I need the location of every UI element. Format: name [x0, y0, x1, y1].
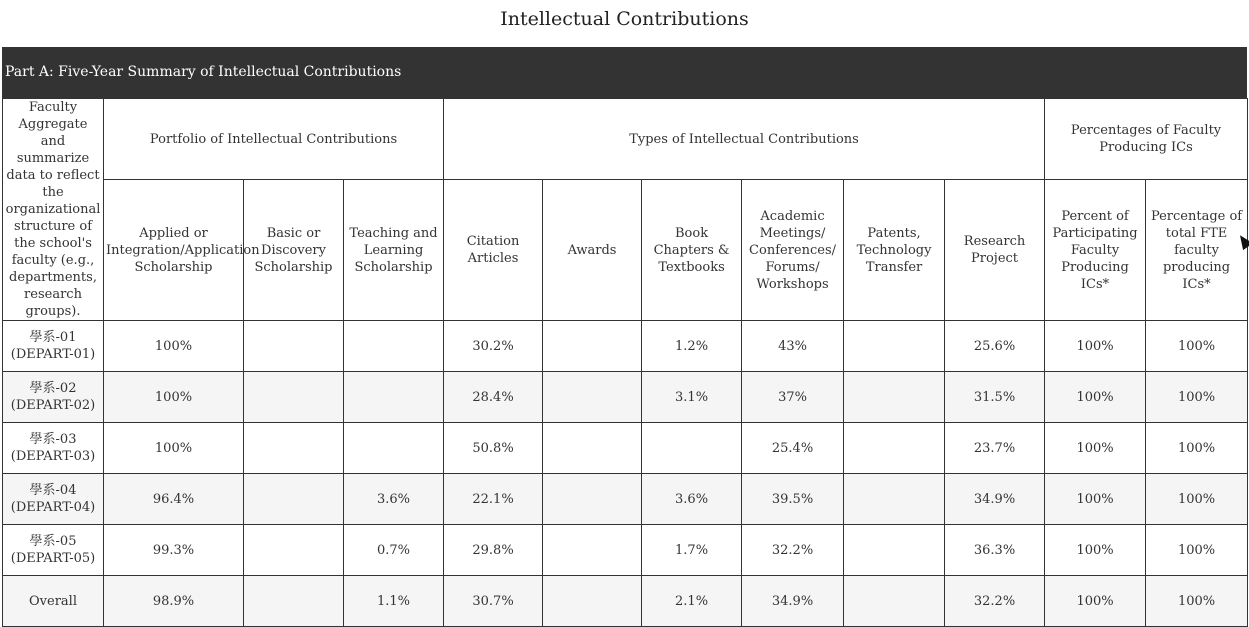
table-cell: 100% [1146, 474, 1248, 525]
table-cell: 99.3% [104, 525, 244, 576]
row-label [3, 576, 104, 627]
table-row [3, 525, 1248, 576]
table-cell [844, 576, 945, 627]
table-cell: 29.8% [444, 525, 543, 576]
row-label-line: (DEPART-02) [10, 398, 96, 413]
table-cell: 39.5% [742, 474, 844, 525]
table-row [3, 372, 1248, 423]
table-cell [642, 423, 742, 474]
table-row [3, 576, 1248, 627]
row-label-line: (DEPART-04) [10, 500, 96, 515]
table-cell: 100% [1146, 525, 1248, 576]
row-label-line: (DEPART-03) [10, 449, 96, 464]
table-cell [543, 423, 642, 474]
table-cell [844, 321, 945, 372]
table-cell: 50.8% [444, 423, 543, 474]
table-cell: 100% [104, 423, 244, 474]
row-label-line: (DEPART-05) [10, 551, 96, 566]
table-cell [844, 372, 945, 423]
table-cell: 100% [1146, 372, 1248, 423]
row-label-line: 學系-01 [29, 330, 77, 345]
table-cell [543, 474, 642, 525]
table-cell: 32.2% [742, 525, 844, 576]
table-cell [844, 474, 945, 525]
column-header: Book Chapters & Textbooks [642, 180, 742, 321]
column-header: Citation Articles [444, 180, 543, 321]
table-cell: 100% [104, 372, 244, 423]
table-cell: 100% [1146, 321, 1248, 372]
table-cell: 100% [104, 321, 244, 372]
column-header: Applied or Integration/Application Scholarship [104, 180, 244, 321]
table-row [3, 474, 1248, 525]
row-label [3, 525, 104, 576]
row-label-line: Overall [29, 593, 77, 609]
row-label-line: (DEPART-01) [10, 347, 96, 362]
table-cell: 3.6% [344, 474, 444, 525]
row-label [3, 372, 104, 423]
table-cell: 25.4% [742, 423, 844, 474]
table-cell: 100% [1045, 423, 1146, 474]
column-header: Patents, Technology Transfer [844, 180, 945, 321]
table-cell: 100% [1146, 576, 1248, 627]
table-cell: 34.9% [945, 474, 1045, 525]
row-label-line: 學系-04 [29, 483, 77, 498]
table-cell: 36.3% [945, 525, 1045, 576]
column-header: Research Project [945, 180, 1045, 321]
table-cell [344, 423, 444, 474]
column-header: Percentage of total FTE faculty producing ICs* [1146, 180, 1248, 321]
table-cell: 100% [1045, 474, 1146, 525]
table-cell: 30.2% [444, 321, 543, 372]
table-cell: 100% [1045, 525, 1146, 576]
column-header: Teaching and Learning Scholarship [344, 180, 444, 321]
column-header: Academic Meetings/ Conferences/ Forums/ Workshops [742, 180, 844, 321]
table-cell: 96.4% [104, 474, 244, 525]
table-cell: 2.1% [642, 576, 742, 627]
column-header: Percent of Participating Faculty Producing ICs* [1045, 180, 1146, 321]
group-header-portfolio: Portfolio of Intellectual Contributions [104, 99, 444, 180]
column-header: Basic or Discovery Scholarship [244, 180, 344, 321]
table-cell [344, 321, 444, 372]
corner-note: Faculty Aggregate and summarize data to reflect the organizational structure of the school's faculty (e.g., departments, research groups). [3, 99, 104, 321]
table-cell [244, 372, 344, 423]
table-cell: 22.1% [444, 474, 543, 525]
table-row [3, 321, 1248, 372]
table-cell [844, 423, 945, 474]
table-cell: 1.7% [642, 525, 742, 576]
table-cell: 37% [742, 372, 844, 423]
row-label-line: 學系-05 [29, 534, 77, 549]
column-header: Awards [543, 180, 642, 321]
table-cell [344, 372, 444, 423]
table-cell: 100% [1045, 321, 1146, 372]
table-row [3, 423, 1248, 474]
table-cell: 32.2% [945, 576, 1045, 627]
table-cell: 1.1% [344, 576, 444, 627]
table-cell: 34.9% [742, 576, 844, 627]
table-cell: 1.2% [642, 321, 742, 372]
table-cell [244, 576, 344, 627]
table-cell: 100% [1146, 423, 1248, 474]
table-cell [844, 525, 945, 576]
table-cell [244, 525, 344, 576]
table-cell: 30.7% [444, 576, 543, 627]
table-cell: 25.6% [945, 321, 1045, 372]
table-cell: 100% [1045, 576, 1146, 627]
table-cell [244, 321, 344, 372]
group-header-percentages: Percentages of Faculty Producing ICs [1045, 99, 1248, 180]
table-cell [543, 525, 642, 576]
table-cell: 100% [1045, 372, 1146, 423]
table-cell [543, 321, 642, 372]
table-cell: 31.5% [945, 372, 1045, 423]
table-cell: 3.1% [642, 372, 742, 423]
table-cell: 23.7% [945, 423, 1045, 474]
table-cell [244, 423, 344, 474]
table-cell: 98.9% [104, 576, 244, 627]
table-cell [543, 576, 642, 627]
intellectual-contributions-table [2, 98, 1248, 627]
row-label-line: 學系-03 [29, 432, 77, 447]
table-cell: 43% [742, 321, 844, 372]
table-cell: 3.6% [642, 474, 742, 525]
table-cell: 28.4% [444, 372, 543, 423]
table-cell [244, 474, 344, 525]
row-label [3, 474, 104, 525]
page-title: Intellectual Contributions [500, 8, 749, 30]
group-header-types: Types of Intellectual Contributions [444, 99, 1045, 180]
row-label [3, 423, 104, 474]
row-label [3, 321, 104, 372]
table-cell [543, 372, 642, 423]
table-cell: 0.7% [344, 525, 444, 576]
part-a-header: Part A: Five-Year Summary of Intellectual Contributions [2, 47, 1247, 98]
row-label-line: 學系-02 [29, 381, 77, 396]
